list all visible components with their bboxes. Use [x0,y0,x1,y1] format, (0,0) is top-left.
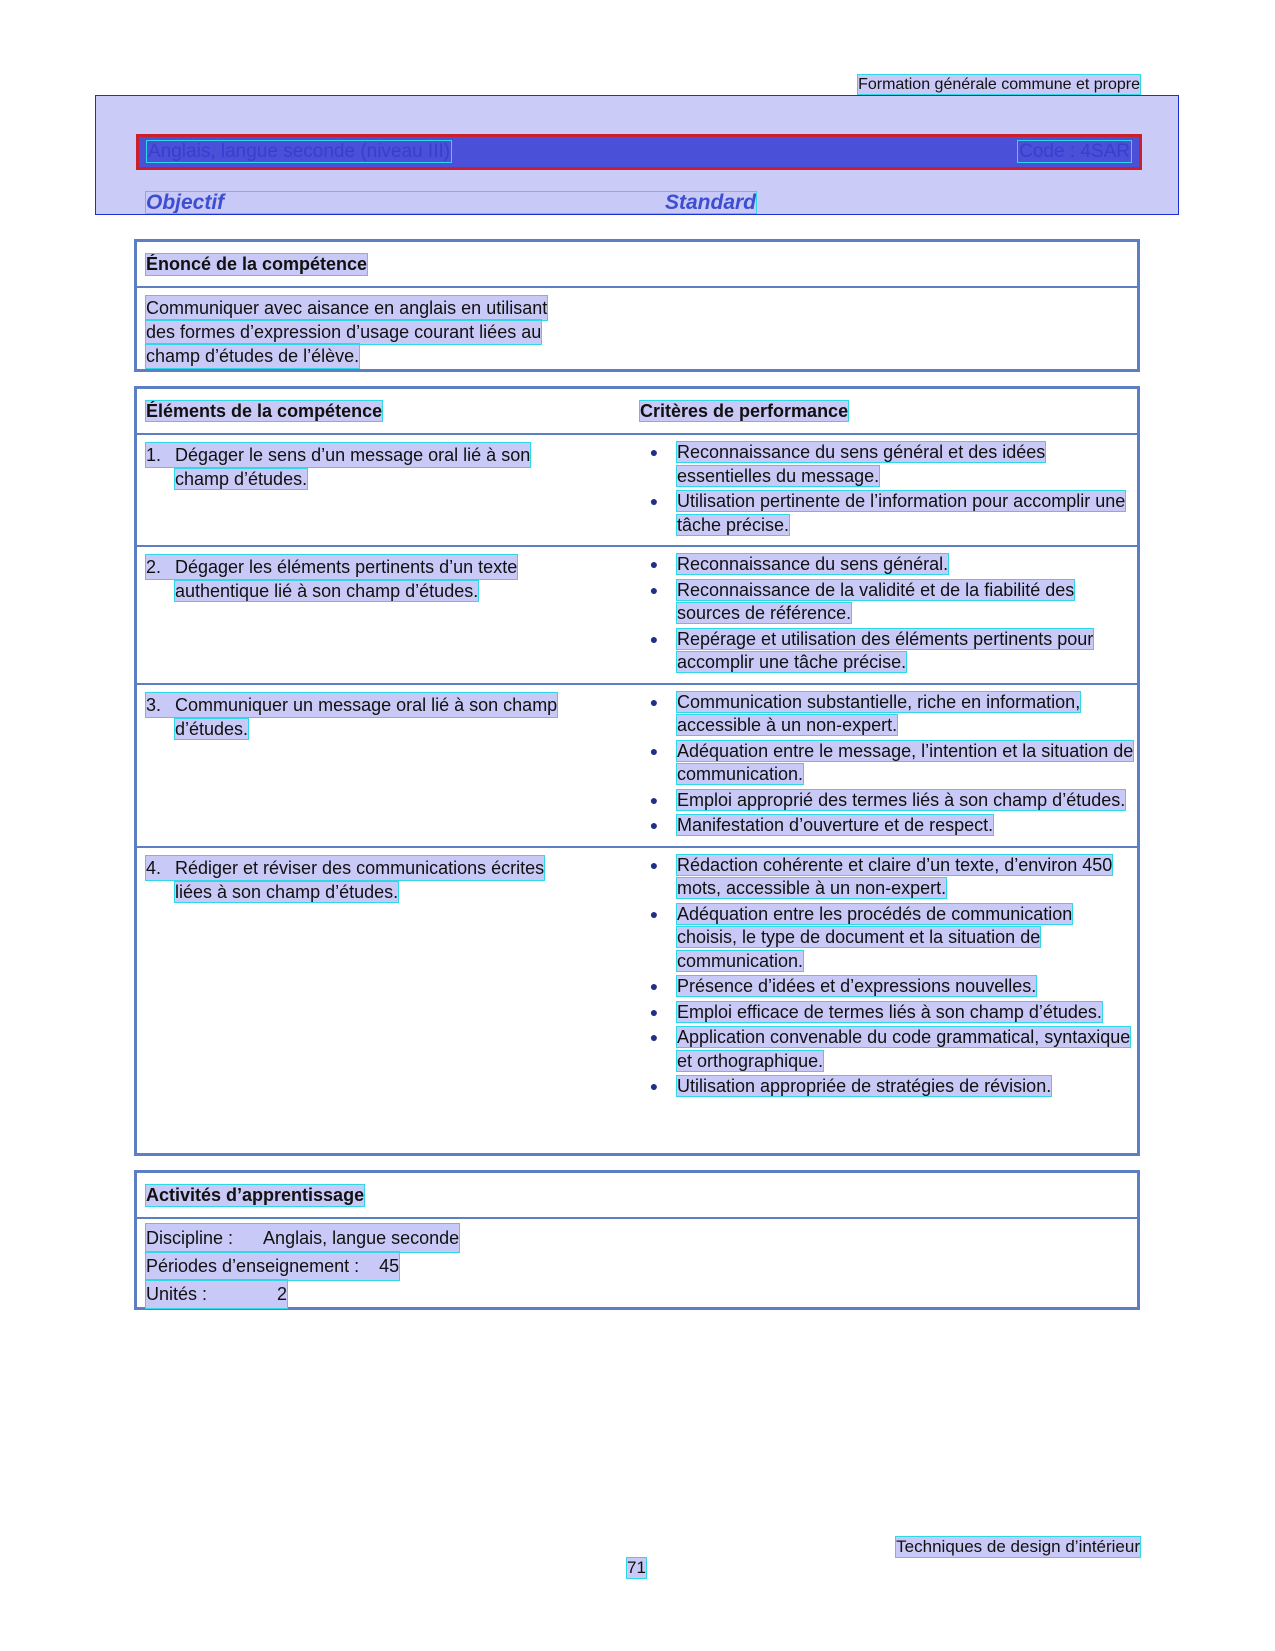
criterion-item [631,691,1137,738]
elements-box [134,386,1140,1156]
bullet-icon: ● [649,1078,659,1094]
bullet-icon: ● [649,556,659,572]
criterion-text: Adéquation entre les procédés de communication choisis, le type de document et la situation de communication. [677,903,1073,971]
course-title-zone [95,95,1179,215]
objectif-heading: Objectif [146,190,225,214]
program-footer: Techniques de design d’intérieur [896,1537,1140,1556]
enonce-text [137,288,1137,376]
course-code: Code : 4SAR [1019,141,1130,162]
bullet-icon: ● [649,444,659,460]
element-text [137,547,631,683]
elements-heading: Éléments de la compétence [146,400,383,421]
enonce-line: champ d’études de l’élève. [146,346,360,366]
criteria-list [631,848,1137,1107]
discipline-line: Discipline : Anglais, langue seconde [146,1224,459,1252]
criterion-item [631,579,1137,626]
activites-heading-row [137,1173,1137,1219]
enonce-line: des formes d’expression d’usage courant liées au [146,322,542,342]
criterion-text: Reconnaissance du sens général. [677,554,949,574]
enonce-heading-row [137,242,1137,288]
criterion-item [631,1075,1137,1099]
course-title-bar [136,134,1142,170]
bullet-icon: ● [649,693,659,710]
enonce-line: Communiquer avec aisance en anglais en utilisant [146,298,548,318]
bullet-icon: ● [649,1003,659,1020]
criterion-text: Rédaction cohérente et claire d’un texte, d’environ 450 mots, accessible à un non-expert. [677,854,1113,898]
activites-box [134,1170,1140,1310]
element-line: 2. Dégager les éléments pertinents d’un texte [146,557,518,577]
criterion-text: Reconnaissance de la validité et de la fiabilité des sources de référence. [677,579,1075,623]
criterion-item [631,441,1137,488]
element-row [137,683,1137,846]
criteria-list [631,547,1137,683]
bullet-icon: ● [649,791,659,808]
criterion-text: Manifestation d’ouverture et de respect. [677,815,994,835]
criterion-item [631,1026,1137,1073]
element-line: liées à son champ d’études. [175,881,399,902]
criterion-item [631,553,1137,577]
criterion-item [631,903,1137,974]
bullet-icon: ● [649,978,659,994]
criterion-item [631,975,1137,999]
criterion-text: Application convenable du code grammatical, syntaxique et orthographique. [677,1027,1131,1071]
activites-details [137,1219,1137,1316]
activites-heading: Activités d’apprentissage [146,1184,365,1205]
bullet-icon: ● [649,581,659,598]
element-row [137,545,1137,683]
criterion-text: Utilisation pertinente de l’information pour accomplir une tâche précise. [677,491,1126,535]
document-header: Formation générale commune et propre [858,76,1140,93]
criterion-item [631,740,1137,787]
course-title: Anglais, langue seconde (niveau III) [148,141,451,162]
element-line: authentique lié à son champ d’études. [175,581,479,601]
elements-rows [137,435,1137,1107]
criteria-list [631,435,1137,545]
element-line: d’études. [175,718,249,739]
objective-standard-headings [146,192,756,213]
element-text [137,848,631,1107]
criterion-text: Emploi approprié des termes liés à son champ d’études. [677,789,1126,810]
criterion-item [631,490,1137,537]
criterion-item [631,1001,1137,1025]
unites-line: Unités : 2 [146,1280,287,1308]
element-text [137,435,631,545]
criterion-item [631,814,1137,838]
element-line: 1. Dégager le sens d’un message oral lié à son [146,445,531,465]
criterion-text: Utilisation appropriée de stratégies de révision. [677,1076,1052,1096]
criterion-text: Présence d’idées et d’expressions nouvelles. [677,976,1037,996]
criterion-text: Reconnaissance du sens général et des idées essentielles du message. [677,442,1046,486]
element-line: champ d’études. [175,469,308,489]
element-line: 4. Rédiger et réviser des communications écrites [146,857,545,878]
page-number: 71 [627,1558,646,1577]
element-text [137,685,631,846]
bullet-icon: ● [649,1029,659,1045]
periodes-line: Périodes d’enseignement : 45 [146,1252,399,1280]
enonce-heading: Énoncé de la compétence [146,253,368,274]
criterion-text: Repérage et utilisation des éléments pertinents pour accomplir une tâche précise. [677,628,1094,672]
element-line: 3. Communiquer un message oral lié à son champ [146,694,558,715]
bullet-icon: ● [649,742,659,759]
elements-heading-row [137,389,1137,435]
criterion-text: Adéquation entre le message, l’intention et la situation de communication. [677,740,1134,784]
bullet-icon: ● [649,856,659,873]
bullet-icon: ● [649,630,659,647]
element-row [137,435,1137,545]
criteria-list [631,685,1137,846]
criterion-item [631,854,1137,901]
criterion-item [631,789,1137,813]
element-row [137,846,1137,1107]
bullet-icon: ● [649,493,659,509]
criterion-text: Emploi efficace de termes liés à son champ d’études. [677,1001,1102,1022]
criteria-heading: Critères de performance [640,400,849,421]
enonce-box [134,239,1140,372]
bullet-icon: ● [649,817,659,833]
criterion-text: Communication substantielle, riche en information, accessible à un non-expert. [677,691,1081,735]
criterion-item [631,628,1137,675]
bullet-icon: ● [649,905,659,922]
standard-heading: Standard [664,190,756,214]
